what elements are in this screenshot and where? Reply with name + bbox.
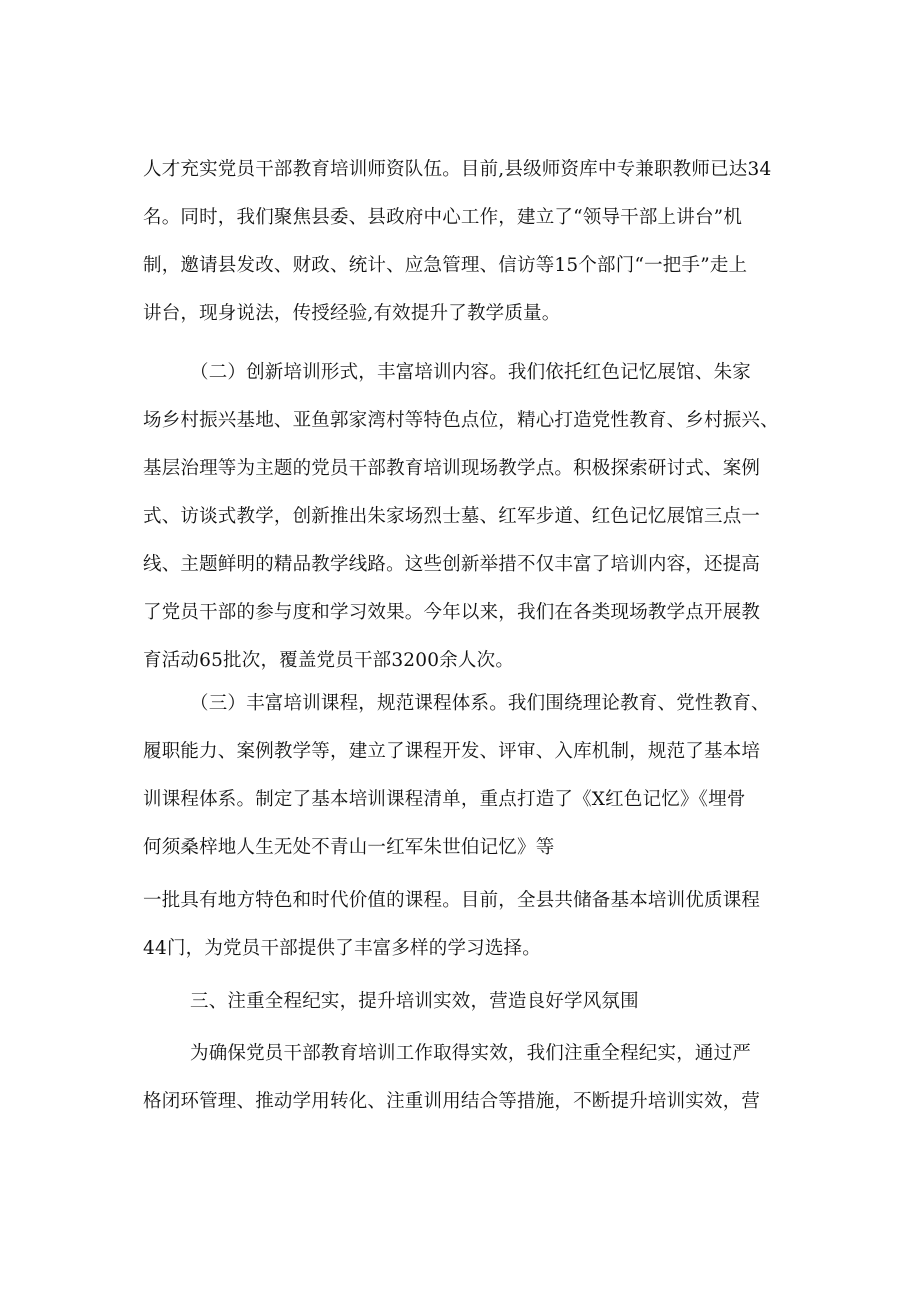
paragraph-2-line-5: 线、主题鲜明的精品教学线路。这些创新举措不仅丰富了培训内容，还提高 (143, 554, 761, 575)
paragraph-3-line-1: （三）丰富培训课程，规范课程体系。我们围绕理论教育、党性教育、 (190, 693, 770, 714)
section-heading: 三、注重全程纪实，提升培训实效，营造良好学风氛围 (190, 991, 639, 1012)
paragraph-2-line-4: 式、访谈式教学，创新推出朱家场烈士墓、红军步道、红色记忆展馆三点一 (143, 506, 761, 527)
paragraph-1-line-2: 名。同时，我们聚焦县委、县政府中心工作，建立了“领导干部上讲台”机 (143, 207, 743, 228)
paragraph-3-line-2: 履职能力、案例教学等，建立了课程开发、评审、入库机制，规范了基本培 (143, 741, 761, 762)
paragraph-3-line-3: 训课程体系。制定了基本培训课程清单，重点打造了《X红色记忆》《埋骨 (143, 789, 746, 810)
paragraph-1-line-1: 人才充实党员干部教育培训师资队伍。目前,县级师资库中专兼职教师已达34 (143, 159, 772, 180)
paragraph-1-line-3: 制，邀请县发改、财政、统计、应急管理、信访等15个部门“一把手”走上 (143, 255, 748, 276)
paragraph-1-line-4: 讲台，现身说法，传授经验,有效提升了教学质量。 (143, 303, 561, 324)
paragraph-4-line-1: 一批具有地方特色和时代价值的课程。目前，全县共储备基本培训优质课程 (143, 890, 761, 911)
paragraph-2-line-7: 育活动65批次，覆盖党员干部3200余人次。 (143, 650, 515, 671)
paragraph-2-line-1: （二）创新培训形式，丰富培训内容。我们依托红色记忆展馆、朱家 (190, 362, 752, 383)
paragraph-2-line-2: 场乡村振兴基地、亚鱼郭家湾村等特色点位，精心打造党性教育、乡村振兴、 (143, 410, 779, 431)
paragraph-4-line-2: 44门，为党员干部提供了丰富多样的学习选择。 (143, 938, 541, 959)
paragraph-3-line-4: 何须桑梓地人生无处不青山一红军朱世伯记忆》等 (143, 837, 555, 858)
paragraph-5-line-1: 为确保党员干部教育培训工作取得实效，我们注重全程纪实，通过严 (190, 1043, 752, 1064)
paragraph-2-line-3: 基层治理等为主题的党员干部教育培训现场教学点。积极探索研讨式、案例 (143, 458, 761, 479)
paragraph-2-line-6: 了党员干部的参与度和学习效果。今年以来，我们在各类现场教学点开展教 (143, 602, 761, 623)
paragraph-5-line-2: 格闭环管理、推动学用转化、注重训用结合等措施，不断提升培训实效，营 (143, 1091, 761, 1112)
